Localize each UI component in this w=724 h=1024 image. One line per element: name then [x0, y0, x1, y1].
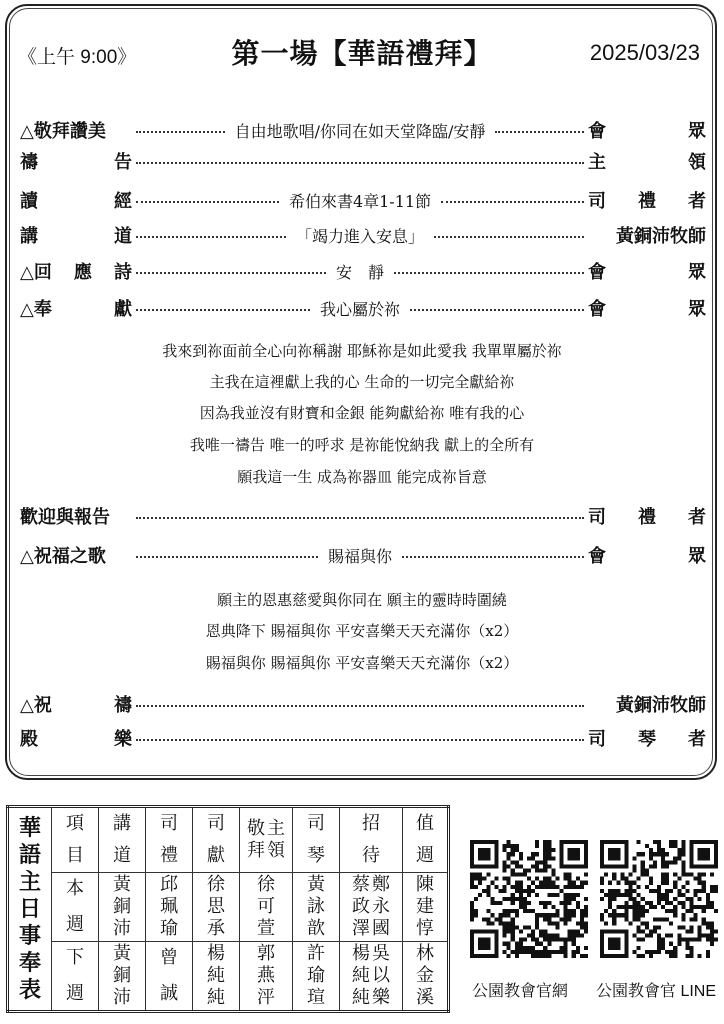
order-item-content: 自由地歌唱/你同在如天堂降臨/安靜	[234, 121, 486, 141]
leader-dots	[136, 272, 326, 274]
duty-roster-table	[6, 805, 450, 1013]
duty-person-cell: 黃 銅 沛	[99, 942, 146, 1012]
duty-next-week-row	[8, 942, 449, 1012]
duty-header-cell: 司 禮	[146, 807, 193, 873]
duty-person-cell: 林 金 溪	[403, 942, 449, 1012]
order-row	[20, 115, 706, 145]
order-row	[20, 540, 706, 570]
order-item-person: 會 眾	[588, 546, 707, 567]
leader-dots	[136, 705, 584, 707]
duty-header-cell: 敬 拜 主 領	[240, 807, 293, 873]
order-item-label: 歡迎與報告	[20, 507, 110, 528]
order-item-content: 安 靜	[336, 262, 385, 282]
service-time: 《上午 9:00》	[18, 47, 137, 68]
leader-dots	[136, 309, 310, 311]
leader-dots	[136, 201, 279, 203]
duty-header-cell: 值 週	[403, 807, 449, 873]
service-title: 第一場【華語禮拜】	[231, 37, 493, 70]
duty-person-cell: 楊 純 純	[193, 942, 240, 1012]
leader-dots	[394, 272, 584, 274]
leader-dots	[136, 162, 584, 164]
order-item-person: 司 琴 者	[588, 729, 706, 750]
duty-week-label: 本 週	[52, 873, 99, 942]
order-item-label: 禱 告	[20, 152, 132, 173]
order-item-label: 講 道	[20, 226, 132, 247]
order-row	[20, 256, 706, 286]
order-item-person: 司 禮 者	[588, 507, 706, 528]
leader-dots	[136, 739, 584, 741]
leader-dots	[136, 517, 584, 519]
order-item-content: 我心屬於祢	[320, 299, 401, 319]
order-item-label: △敬拜讚美	[20, 121, 106, 142]
duty-person-cell: 蔡 政 澤 鄭 永 國	[340, 873, 403, 942]
order-row	[20, 293, 706, 323]
bulletin-header	[0, 32, 724, 76]
line-qr-caption: 公園教會官 LINE	[596, 983, 717, 1000]
order-row	[20, 220, 706, 250]
duty-person-cell: 曾 誠	[146, 942, 193, 1012]
duty-person-cell: 郭 燕 泙	[240, 942, 293, 1012]
leader-dots	[434, 236, 584, 238]
order-row	[20, 723, 706, 753]
website-qr-caption: 公園教會官網	[472, 983, 569, 1000]
lyric-line: 我唯一禱告 唯一的呼求 是祢能悅納我 獻上的全所有	[189, 436, 535, 454]
order-row	[20, 146, 706, 176]
duty-week-label: 下 週	[52, 942, 99, 1012]
order-item-content: 「竭力進入安息」	[296, 226, 425, 246]
order-item-person: 會 眾	[588, 262, 707, 283]
service-date: 2025/03/23	[589, 40, 700, 65]
duty-person-cell: 許 瑜 瑄	[293, 942, 340, 1012]
duty-person-cell: 徐 可 萱	[240, 873, 293, 942]
order-item-person: 黃銅沛牧師	[616, 226, 707, 247]
duty-person-cell: 邱 珮 瑜	[146, 873, 193, 942]
duty-person-cell: 楊 純 純 吳 以 樂	[340, 942, 403, 1012]
lyric-line: 願我這一生 成為祢器皿 能完成祢旨意	[237, 468, 487, 486]
leader-dots	[495, 131, 584, 133]
order-item-person: 黃銅沛牧師	[616, 695, 706, 716]
lyric-line: 願主的恩惠慈愛與你同在 願主的靈時時圍繞	[217, 591, 507, 609]
lyric-line: 恩典降下 賜福與你 平安喜樂天天充滿你（x2）	[205, 622, 519, 640]
duty-header-cell: 講 道	[99, 807, 146, 873]
order-item-person: 主 領	[588, 152, 706, 173]
lyric-line: 主我在這裡獻上我的心 生命的一切完全獻給祢	[209, 373, 515, 391]
line-qr-code[interactable]	[600, 840, 718, 958]
leader-dots	[402, 556, 584, 558]
order-item-label: 讀 經	[20, 191, 132, 212]
order-item-person: 會 眾	[588, 121, 707, 142]
duty-person-cell: 陳 建 惇	[403, 873, 449, 942]
duty-person-cell: 黃 詠 歆	[293, 873, 340, 942]
order-item-label: 殿 樂	[20, 729, 132, 750]
duty-header-cell: 項 目	[52, 807, 99, 873]
order-item-person: 司 禮 者	[588, 191, 707, 212]
order-row	[20, 185, 706, 215]
leader-dots	[441, 201, 584, 203]
leader-dots	[136, 236, 286, 238]
order-item-label: △祝 禱	[20, 695, 132, 716]
leader-dots	[136, 131, 225, 133]
order-item-label: △祝福之歌	[20, 546, 106, 567]
order-row	[20, 689, 706, 719]
lyric-line: 因為我並沒有財寶和金銀 能夠獻給祢 唯有我的心	[199, 404, 525, 422]
order-item-content: 希伯來書4章1-11節	[288, 191, 432, 211]
order-item-label: △回 應 詩	[20, 262, 132, 283]
website-qr-code[interactable]	[470, 840, 588, 958]
duty-header-row	[8, 807, 449, 873]
order-row	[20, 501, 706, 531]
duty-header-cell: 司 獻	[193, 807, 240, 873]
duty-table-title: 華 語 主 日 事 奉 表	[8, 807, 52, 1012]
leader-dots	[136, 556, 318, 558]
duty-this-week-row	[8, 873, 449, 942]
lyric-line: 我來到祢面前全心向祢稱謝 耶穌祢是如此愛我 我單單屬於祢	[162, 342, 562, 360]
duty-person-cell: 黃 銅 沛	[99, 873, 146, 942]
duty-header-cell: 司 琴	[293, 807, 340, 873]
duty-header-cell: 招 待	[340, 807, 403, 873]
duty-person-cell: 徐 思 承	[193, 873, 240, 942]
lyric-line: 賜福與你 賜福與你 平安喜樂天天充滿你（x2）	[205, 654, 519, 672]
leader-dots	[410, 309, 584, 311]
order-item-content: 賜福與你	[328, 546, 393, 566]
order-item-label: △奉 獻	[20, 299, 132, 320]
order-item-person: 會 眾	[588, 299, 707, 320]
